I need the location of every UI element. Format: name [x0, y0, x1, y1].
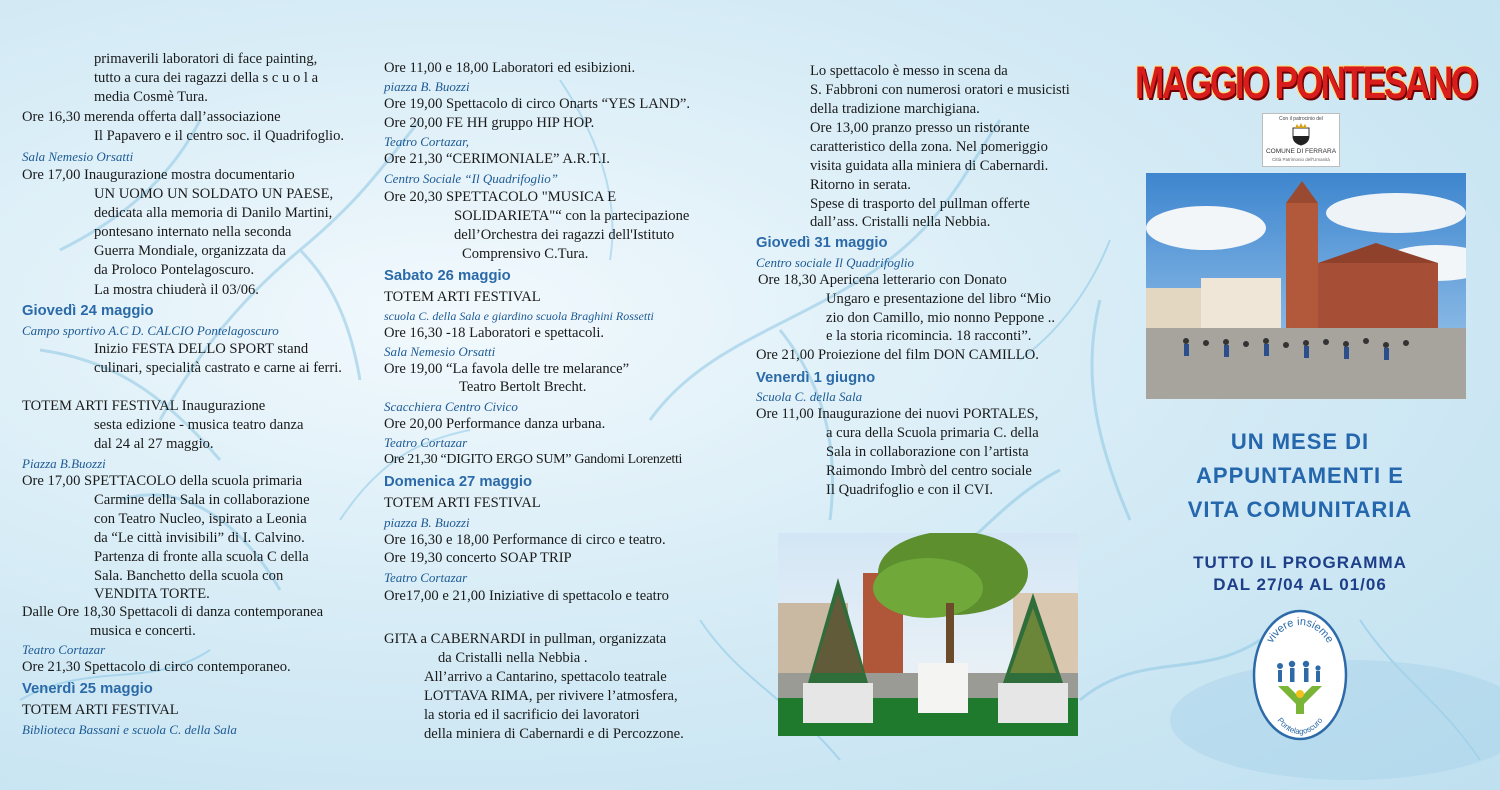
col3-location: Centro sociale Il Quadrifoglio — [756, 255, 915, 270]
col2-line: Teatro Bertolt Brecht. — [459, 379, 587, 395]
col2-line: Ore 11,00 e 18,00 Laboratori ed esibizioni. — [384, 60, 636, 76]
col2-line: LOTTAVA RIMA, per rivivere l’atmosfera, — [424, 688, 678, 704]
col3-line: Ore 13,00 pranzo presso un ristorante — [810, 120, 1030, 136]
col3-line: zio don Camillo, mio nonno Peppone .. — [826, 310, 1056, 326]
col1-line: TOTEM ARTI FESTIVAL Inaugurazione — [22, 398, 266, 414]
col2-date-heading: Sabato 26 maggio — [384, 268, 511, 284]
col2-line: Ore17,00 e 21,00 Iniziative di spettacolo e teatro — [384, 588, 669, 604]
col2-line: All’arrivo a Cantarino, spettacolo teatrale — [424, 669, 667, 685]
col1-line: La mostra chiuderà il 03/06. — [94, 282, 259, 298]
program-line-1: TUTTO IL PROGRAMMA — [1193, 553, 1407, 572]
col3-line: S. Fabbroni con numerosi oratori e musicisti — [810, 82, 1070, 98]
col1-date-heading: Giovedì 24 maggio — [22, 303, 154, 319]
col1-line: Ore 17,00 SPETTACOLO della scuola primaria — [22, 473, 303, 489]
ferrara-crest-icon — [1291, 122, 1311, 146]
headline-line-2: APPUNTAMENTI E — [1196, 463, 1404, 488]
col3-line: visita guidata alla miniera di Cabernardi. — [810, 158, 1049, 174]
col2-location: piazza B. Buozzi — [384, 515, 470, 530]
col1-line: dedicata alla memoria di Danilo Martini, — [94, 205, 333, 221]
col3-date-heading: Venerdì 1 giugno — [756, 370, 876, 386]
col1-line: tutto a cura dei ragazzi della s c u o l a — [94, 70, 319, 86]
col1-line: primaverili laboratori di face painting, — [94, 51, 318, 67]
col1-line: dal 24 al 27 maggio. — [94, 436, 214, 452]
church-photo-image — [1146, 173, 1466, 399]
logo-text-bottom: Pontelagoscuro — [1275, 715, 1325, 737]
col1-date-heading: Venerdì 25 maggio — [22, 681, 153, 697]
col3-date-heading: Giovedì 31 maggio — [756, 235, 888, 251]
col1-line: Partenza di fronte alla scuola C della — [94, 549, 309, 565]
col3-line: dall’ass. Cristalli nella Nebbia. — [810, 214, 991, 230]
col3-line: Lo spettacolo è messo in scena da — [810, 63, 1008, 79]
col2-location: piazza B. Buozzi — [384, 79, 470, 94]
col1-line: musica e concerti. — [90, 623, 196, 639]
col1-line: TOTEM ARTI FESTIVAL — [22, 702, 179, 718]
col1-line: Inizio FESTA DELLO SPORT stand — [94, 341, 309, 357]
col2-line: la storia ed il sacrificio dei lavoratori — [424, 707, 640, 723]
col3-line: e la storia ricomincia. 18 racconti”. — [826, 328, 1032, 344]
col1-line: Guerra Mondiale, organizzata da — [94, 243, 286, 259]
col3-line: caratteristico della zona. Nel pomeriggio — [810, 139, 1048, 155]
cover-title: MAGGIO PONTESANO — [1135, 57, 1476, 108]
col2-line: Ore 20,00 Performance danza urbana. — [384, 416, 606, 432]
col1-line: Dalle Ore 18,30 Spettacoli di danza contemporanea — [22, 604, 324, 620]
col2-location: Teatro Cortazar, — [384, 134, 470, 149]
col2-date-heading: Domenica 27 maggio — [384, 474, 533, 490]
col2-location: Teatro Cortazar — [384, 435, 468, 450]
col1-line: Sala. Banchetto della scuola con — [94, 568, 284, 584]
col2-location: Centro Sociale “Il Quadrifoglio” — [384, 171, 558, 186]
col1-line: UN UOMO UN SOLDATO UN PAESE, — [94, 186, 334, 202]
col2-line: Ore 16,30 e 18,00 Performance di circo e teatro. — [384, 532, 666, 548]
col2-location: Sala Nemesio Orsatti — [384, 344, 496, 359]
col2-line: Ore 19,00 Spettacolo di circo Onarts “YES LAND”. — [384, 96, 690, 112]
col3-line: Ore 21,00 Proiezione del film DON CAMILLO. — [756, 347, 1039, 363]
col2-line: GITA a CABERNARDI in pullman, organizzata — [384, 631, 667, 647]
comune-name: COMUNE DI FERRARA — [1265, 148, 1337, 155]
col1-line: Ore 16,30 merenda offerta dall’associazione — [22, 109, 281, 125]
col1-line: VENDITA TORTE. — [94, 586, 210, 602]
col3-line: Il Quadrifoglio e con il CVI. — [826, 482, 993, 498]
col3-line: Spese di trasporto del pullman offerte — [810, 196, 1030, 212]
patronage-crest — [1262, 113, 1340, 167]
col3-line: Sala in collaborazione con l’artista — [826, 444, 1029, 460]
col3-line: Ritorno in serata. — [810, 177, 911, 193]
col1-line: sesta edizione - musica teatro danza — [94, 417, 304, 433]
col2-line: Ore 21,30 “DIGITO ERGO SUM” Gandomi Lorenzetti — [384, 452, 683, 467]
col1-line: Ore 21,30 Spettacolo di circo contemporaneo. — [22, 659, 291, 675]
col2-line: Ore 19,00 “La favola delle tre melarance” — [384, 361, 630, 377]
col1-location: Sala Nemesio Orsatti — [22, 149, 134, 164]
headline-line-3: VITA COMUNITARIA — [1187, 497, 1413, 522]
col3-line: a cura della Scuola primaria C. della — [826, 425, 1039, 441]
col1-location: Piazza B.Buozzi — [22, 456, 106, 471]
program-line-2: DAL 27/04 AL 01/06 — [1213, 575, 1387, 594]
col1-location: Campo sportivo A.C D. CALCIO Pontelagoscuro — [22, 323, 279, 338]
trees-photo-image — [778, 533, 1078, 736]
col2-line: TOTEM ARTI FESTIVAL — [384, 495, 541, 511]
col1-line: Ore 17,00 Inaugurazione mostra documentario — [22, 167, 295, 183]
col1-line: culinari, specialità castrato e carne ai ferri. — [94, 360, 342, 376]
col1-location: Teatro Cortazar — [22, 642, 106, 657]
col1-line: con Teatro Nucleo, ispirato a Leonia — [94, 511, 307, 527]
trees-photo — [778, 533, 1078, 736]
col3-line: della tradizione marchigiana. — [810, 101, 980, 117]
col2-location: Scacchiera Centro Civico — [384, 399, 518, 414]
col1-line: Il Papavero e il centro soc. il Quadrifoglio. — [94, 128, 345, 144]
col2-line: Ore 20,00 FE HH gruppo HIP HOP. — [384, 115, 595, 131]
col2-line: Ore 20,30 SPETTACOLO "MUSICA E — [384, 189, 617, 205]
col1-line: Carmine della Sala in collaborazione — [94, 492, 310, 508]
col3-line: Ore 11,00 Inaugurazione dei nuovi PORTALES, — [756, 406, 1039, 422]
col2-line: Ore 21,30 “CERIMONIALE” A.R.T.I. — [384, 151, 610, 167]
col2-line: Comprensivo C.Tura. — [462, 246, 589, 262]
vivere-insieme-logo — [1250, 608, 1350, 743]
col1-line: pontesano internato nella seconda — [94, 224, 292, 240]
church-photo — [1146, 173, 1466, 399]
col3-line: Ore 18,30 Apericena letterario con Donato — [758, 272, 1007, 288]
col3-location: Scuola C. della Sala — [756, 389, 863, 404]
patronage-line: Con il patrocinio del — [1279, 116, 1323, 122]
comune-subtitle: Città Patrimonio dell'Umanità — [1272, 157, 1330, 162]
col1-line: da Proloco Pontelagoscuro. — [94, 262, 255, 278]
col2-line: Ore 16,30 -18 Laboratori e spettacoli. — [384, 325, 605, 341]
col2-line: Ore 19,30 concerto SOAP TRIP — [384, 550, 572, 566]
col1-line: media Cosmè Tura. — [94, 89, 208, 105]
col2-line: della miniera di Cabernardi e di Percozzone. — [424, 726, 684, 742]
col2-location: scuola C. della Sala e giardino scuola Braghini Rossetti — [384, 309, 654, 323]
col3-line: Raimondo Imbrò del centro sociale — [826, 463, 1032, 479]
col1-line: da “Le città invisibili” di I. Calvino. — [94, 530, 305, 546]
logo-text-top: vivere insieme — [1264, 615, 1336, 646]
col2-line: da Cristalli nella Nebbia . — [438, 650, 588, 666]
headline-line-1: UN MESE DI — [1230, 429, 1370, 454]
col2-line: SOLIDARIETA"“ con la partecipazione — [454, 208, 690, 224]
col2-line: dell’Orchestra dei ragazzi dell'Istituto — [454, 227, 675, 243]
col2-line: TOTEM ARTI FESTIVAL — [384, 289, 541, 305]
col3-line: Ungaro e presentazione del libro “Mio — [826, 291, 1051, 307]
col1-location: Biblioteca Bassani e scuola C. della Sala — [22, 722, 237, 737]
col2-location: Teatro Cortazar — [384, 570, 468, 585]
